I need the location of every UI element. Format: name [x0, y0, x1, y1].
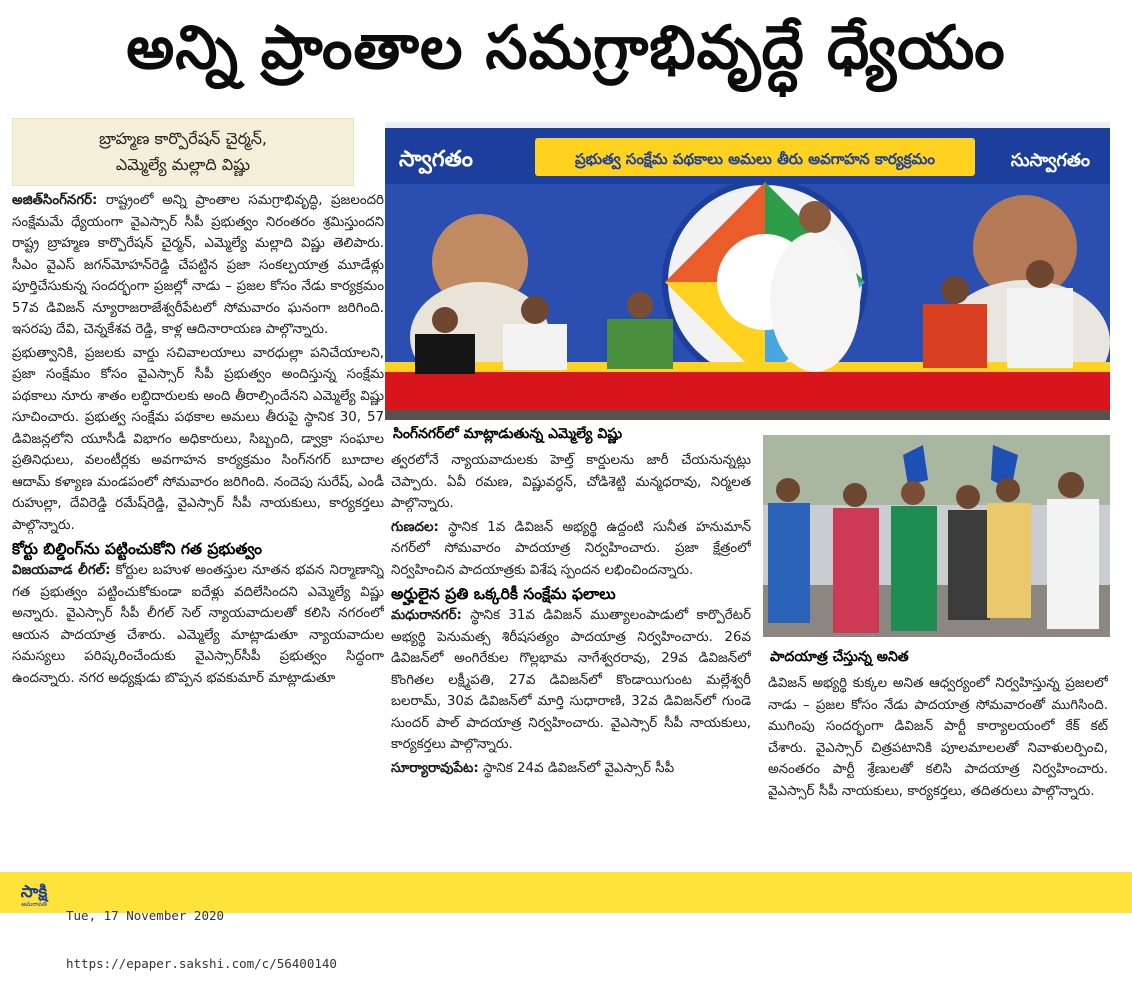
second-photo-caption: పాదయాత్ర చేస్తున్న అనిత [770, 649, 909, 665]
logo-subtext: అమరావతి [21, 901, 47, 908]
banner-welcome-right: సుస్వాగతం [1010, 150, 1090, 171]
rally-photo-illustration [763, 435, 1110, 637]
banner-welcome-left: స్వాగతం [399, 147, 473, 172]
dateline: విజయవాడ లీగల్: [12, 563, 111, 578]
subhead: కోర్టు బిల్డింగ్‌ను పట్టించుకోని గత ప్రభుత్వం [12, 540, 262, 558]
paragraph [391, 517, 751, 582]
subheading-line-2: ఎమ్మెల్యే మల్లాది విష్ణు [115, 155, 251, 174]
second-photo [763, 435, 1110, 637]
paragraph-text: రాష్ట్రంలో అన్ని ప్రాంతాల సమగ్రాభివృద్ధి, ప్రజలందరి సంక్షేమమే ధ్యేయంగా వైఎస్సార్ సీపీ ప్రభుత్వం నిరంతరం శ్రమిస్తుందని రాష్ట్ర బ్రాహ్మణ కార్పొరేషన్ చైర్మన్, ఎమ్మెల్యే మల్లాది విష్ణు తెలిపారు. సీఎం వైఎస్ జగన్‌మోహన్‌రెడ్డి చేపట్టిన ప్రజా సంకల్పయాత్ర మూడేళ్లు పూర్తిచేసుకున్న సందర్భంగా ప్రజల్లో నాడు – ప్రజల కోసం నేడు కార్యక్రమం 57వ డివిజన్ న్యూరాజరాజేశ్వరీపేటలో సోమవారం ఘనంగా జరిగింది. ఇసరపు దేవి, చెన్నకేశవ రెడ్డి, కాళ్ల ఆదినారాయణ పాల్గొన్నారు. [12, 193, 384, 337]
article-column-1 [12, 190, 384, 870]
article-column-2 [391, 450, 751, 870]
dateline: మధురానగర్: [391, 608, 462, 623]
main-photo [385, 122, 1110, 420]
epaper-link[interactable]: https://epaper.sakshi.com/c/56400140 [66, 956, 337, 971]
article-column-3 [768, 673, 1108, 869]
paragraph-text: స్థానిక 1వ డివిజన్ అభ్యర్థి ఉద్దంటి సునీత హనుమాన్ నగర్‌లో సోమవారం పాదయాత్ర నిర్వహించారు. ప్రజా క్షేత్రంలో నిర్వహించిన పాదయాత్రకు విశేష స్పందన లభించిందన్నారు. [391, 519, 751, 578]
subheading-line-1: బ్రాహ్మణ కార్పొరేషన్ చైర్మన్, [98, 129, 268, 148]
paragraph [12, 190, 384, 341]
dateline: గుణదల: [391, 519, 439, 535]
footer-info [66, 876, 337, 1004]
paragraph-text: స్థానిక 31వ డివిజన్ ముత్యాలంపాడులో కార్పొరేటర్ అభ్యర్థి పెనుమత్స శిరీషసత్యం పాదయాత్ర నిర్వహించారు. 26వ డివిజన్‌లో అంగిరేకుల గొల్లభామ నాగేశ్వరరావు, 29వ డివిజన్‌లో కొంగితల లక్ష్మీపతి, 27వ డివిజన్‌లో కొండాయిగుంట మల్లేశ్వరీ బలరామ్, 30వ డివిజన్‌లో మార్తి సుధారాణి, 32వ డివిజన్‌లో గుండె సుందర్ పాల్ పాదయాత్ర నిర్వహించారు. వైఎస్సార్ సీపీ నాయకులు, కార్యకర్తలు పాల్గొన్నారు. [391, 608, 751, 752]
main-photo-caption: సింగ్‌నగర్‌లో మాట్లాడుతున్న ఎమ్మెల్యే విష్ణు [393, 426, 623, 442]
paragraph: ప్రభుత్వానికి, ప్రజలకు వార్డు సచివాలయాలు వారధుల్లా పనిచేయాలని, ప్రజా సంక్షేమం కోసం వైఎస్సార్ సీపీ ప్రభుత్వం అందిస్తున్న సంక్షేమ పథకాలు నూరు శాతం లబ్ధిదారులకు అంది తీరాల్సిందేనని ఎమ్మెల్యే విష్ణు సూచించారు. ప్రభుత్వ సంక్షేమ పథకాల అమలు తీరుపై స్థానిక 30, 57 డివిజన్లలోని యూసీడీ విభాగం అధికారులు, సిబ్బంది, డ్వాక్రా సంఘాల ప్రతినిధులు, వలంటీర్లకు అవగాహన కార్యక్రమం సింగ్‌నగర్ బూదాల ఆదామ్ కళ్యాణ మండపంలో సోమవారం జరిగింది. నందెపు సురేష్, ఎండీ రుహుల్లా, దేవిరెడ్డి రమేష్‌రెడ్డి, వైఎస్సార్ సీపీ నాయకులు, కార్యకర్తలు పాల్గొన్నారు. [12, 345, 384, 533]
subheading-box [12, 118, 354, 186]
paragraph [391, 758, 751, 780]
paragraph: డివిజన్ అభ్యర్థి కుక్కల అనిత ఆధ్వర్యంలో నిర్వహిస్తున్న ప్రజలలో నాడు – ప్రజల కోసం నేడు పాదయాత్ర సోమవారంతో ముగిసింది. ముగింపు సందర్భంగా డివిజన్ పార్టీ కార్యాలయంలో కేక్ కట్ చేశారు. వైఎస్సార్ చిత్రపటానికి పూలమాలలతో నివాళులర్పించి, అనంతరం పార్టీ శ్రేణులతో కలిసి పాదయాత్ర నిర్వహించారు. వైఎస్సార్ సీపీ నాయకులు, కార్యకర్తలు, తదితరులు పాల్గొన్నారు. [768, 676, 1108, 799]
stage-photo-illustration [385, 122, 1110, 420]
headline: అన్ని ప్రాంతాల సమగ్రాభివృద్ధే ధ్యేయం [126, 13, 1006, 83]
paragraph: త్వరలోనే న్యాయవాదులకు హెల్త్ కార్డులను జారీ చేయనున్నట్లు చెప్పారు. ఏవీ రమణ, విష్ణువర్ధన్, చోడిశెట్టి మన్మధరావు, నిర్మలత పాల్గొన్నారు. [391, 453, 751, 511]
issue-date: Tue, 17 November 2020 [66, 908, 225, 923]
banner-title: ప్రభుత్వ సంక్షేమ పథకాలు అమలు తీరు అవగాహన కార్యక్రమం [575, 150, 935, 168]
sakshi-logo-mark [6, 878, 62, 908]
sakshi-logo [6, 878, 62, 908]
logo-text: సాక్షి [20, 882, 48, 902]
dateline: అజిత్‌సింగ్‌నగర్: [12, 193, 98, 208]
footer-bar [0, 872, 1132, 971]
dateline: సూర్యారావుపేట: [391, 760, 479, 776]
paragraph [12, 560, 384, 689]
paragraph-text: కోర్టుల బహుళ అంతస్తుల నూతన భవన నిర్మాణాన్ని గత ప్రభుత్వం పట్టించుకోకుండా ఐదేళ్లు వదిలేసిందని ఎమ్మెల్యే విష్ణు అన్నారు. వైఎస్సార్ సీపీ లీగల్ సెల్ న్యాయవాదులతో కలిసి నగరంలో ఆయన పాదయాత్ర చేశారు. ఎమ్మెల్యే మాట్లాడుతూ న్యాయవాదుల సమస్యలు పరిష్కరించేందుకు వైఎస్సార్‌సీపీ ప్రభుత్వం సిద్ధంగా ఉందన్నారు. నగర అధ్యక్షుడు బొప్పన భవకుమార్ మాట్లాడుతూ [12, 563, 384, 686]
paragraph-text: స్థానిక 24వ డివిజన్‌లో వైఎస్సార్ సీపీ [478, 760, 675, 776]
subhead: అర్హులైన ప్రతి ఒక్కరికీ సంక్షేమ ఫలాలు [391, 585, 616, 603]
paragraph [391, 605, 751, 756]
